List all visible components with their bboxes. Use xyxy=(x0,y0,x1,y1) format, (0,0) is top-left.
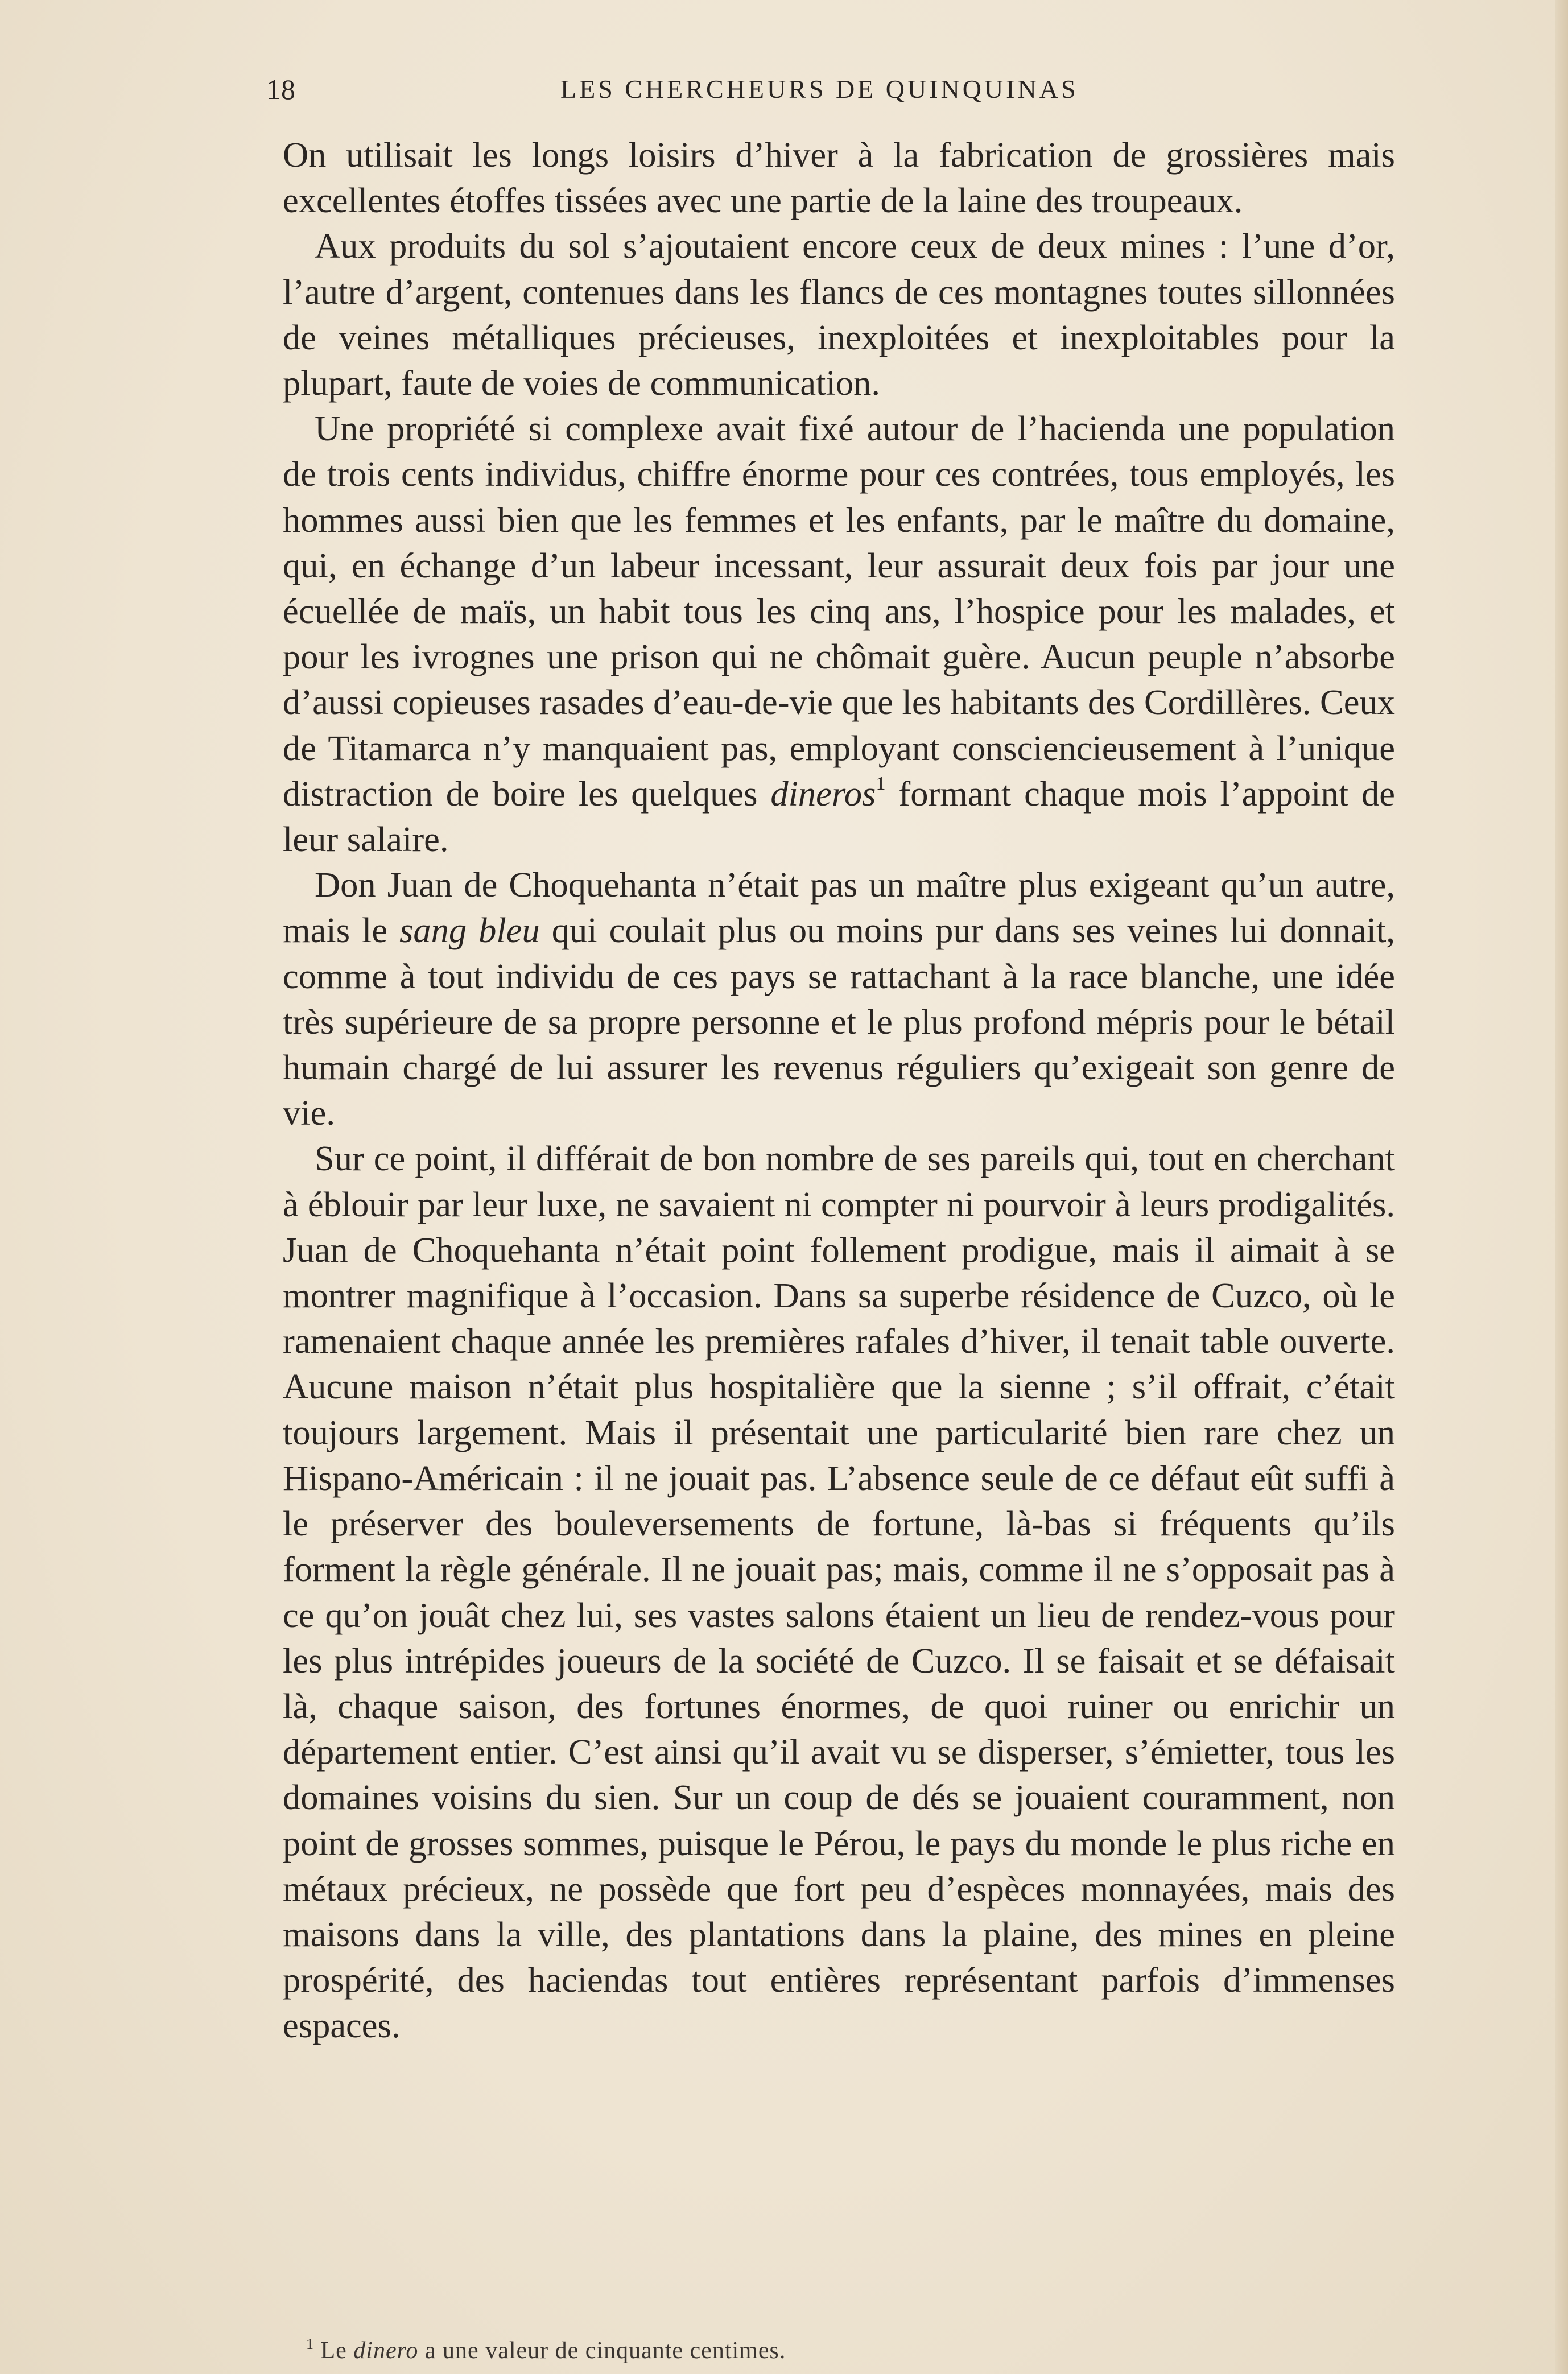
text-segment: Sur ce point, il différait de bon nombre de ses pareils qui, tout en cherchant à éblouir par leur luxe, ne savaient ni compter ni pourvoir à leurs prodigalités. Juan de Choquehanta n’était point follement prodigue, mais il aimait à se montrer magnifique à l’occasion. Dans sa superbe résidence de Cuzco, où le ramenaient chaque année les premières rafales d’hiver, il tenait table ouverte. Aucune maison n’était plus hospitalière que la sienne ; s’il offrait, c’était toujours largement. Mais il présentait une particularité bien rare chez un Hispano-Américain : il ne jouait pas. L’absence seule de ce défaut eût suffi à le préserver des bouleversements de fortune, là-bas si fréquents qu’ils forment la règle générale. Il ne jouait pas; mais, comme il ne s’opposait pas à ce qu’on jouât chez lui, ses vastes salons étaient un lieu de rendez-vous pour les plus intrépides joueurs de la société de Cuzco. Il se faisait et se défaisait là, chaque saison, des fortunes énormes, de quoi ruiner ou enrichir un département entier. C’est ainsi qu’il avait vu se disperser, s’émietter, tous les domaines voisins du sien. Sur un coup de dés se jouaient couramment, non point de grosses sommes, puisque le Pérou, le pays du monde le plus riche en métaux précieux, ne possède que fort peu d’espèces monnayées, mais des maisons dans la ville, des plantations dans la plaine, des mines en pleine prospérité, des haciendas tout entières représentant parfois d’immenses espaces. xyxy=(283,1138,1395,2046)
paragraph xyxy=(283,862,1395,1136)
text-segment: Aux produits du sol s’ajoutaient encore ceux de deux mines : l’une d’or, l’autre d’argent, contenues dans les flancs de ces montagnes toutes sillonnées de veines métalliques précieuses, inexploitées et inexploitables pour la plupart, faute de voies de communication. xyxy=(283,226,1395,403)
paragraph xyxy=(283,132,1395,223)
footnote-italic-term: dinero xyxy=(353,2338,419,2364)
paragraph xyxy=(283,223,1395,406)
body-text xyxy=(283,132,1395,2049)
running-title: LES CHERCHEURS DE QUINQUINAS xyxy=(560,75,1079,104)
page-number: 18 xyxy=(266,73,296,105)
footnote-text-before: Le xyxy=(314,2338,354,2364)
page-header xyxy=(0,73,1568,118)
text-segment: Une propriété si complexe avait fixé autour de l’hacienda une population de trois cents individus, chiffre énorme pour ces contrées, tous employés, les hommes aussi bien que les femmes et les enfants, par le maître du domaine, qui, en échange d’un labeur incessant, leur assurait deux fois par jour une écuellée de maïs, un habit tous les cinq ans, l’hospice pour les malades, et pour les ivrognes une prison qui ne chômait guère. Aucun peuple n’absorbe d’aussi copieuses rasades d’eau-de-vie que les habitants des Cordillères. Ceux de Titamarca n’y manquaient pas, employant consciencieusement à l’unique distraction de boire les quelques xyxy=(283,408,1395,814)
text-segment: Don Juan de Choquehanta n’était pas un maître plus exigeant qu’un autre, mais le xyxy=(283,865,1395,951)
text-segment: formant chaque mois l’appoint de leur salaire. xyxy=(283,773,1395,860)
italic-text: sang bleu xyxy=(399,910,540,951)
text-segment: On utilisait les longs loisirs d’hiver à la fabrication de grossières mais excellentes étoffes tissées avec une partie de la laine des troupeaux. xyxy=(283,135,1395,221)
paragraph xyxy=(283,406,1395,862)
paragraph xyxy=(283,1136,1395,2048)
footnote-text-after: a une valeur de cinquante centimes. xyxy=(418,2338,786,2364)
text-segment: qui coulait plus ou moins pur dans ses veines lui donnait, comme à tout individu de ces pays se rattachant à la race blanche, une idée très supérieure de sa propre personne et le plus profond mépris pour le bétail humain chargé de lui assurer les revenus réguliers qu’exigeait son genre de vie. xyxy=(283,910,1395,1133)
italic-text: dineros xyxy=(770,773,876,814)
footnote-reference: 1 xyxy=(876,773,886,794)
footnote-marker: 1 xyxy=(306,2336,314,2352)
page-edge xyxy=(1555,0,1568,2374)
footnote xyxy=(306,2337,786,2364)
